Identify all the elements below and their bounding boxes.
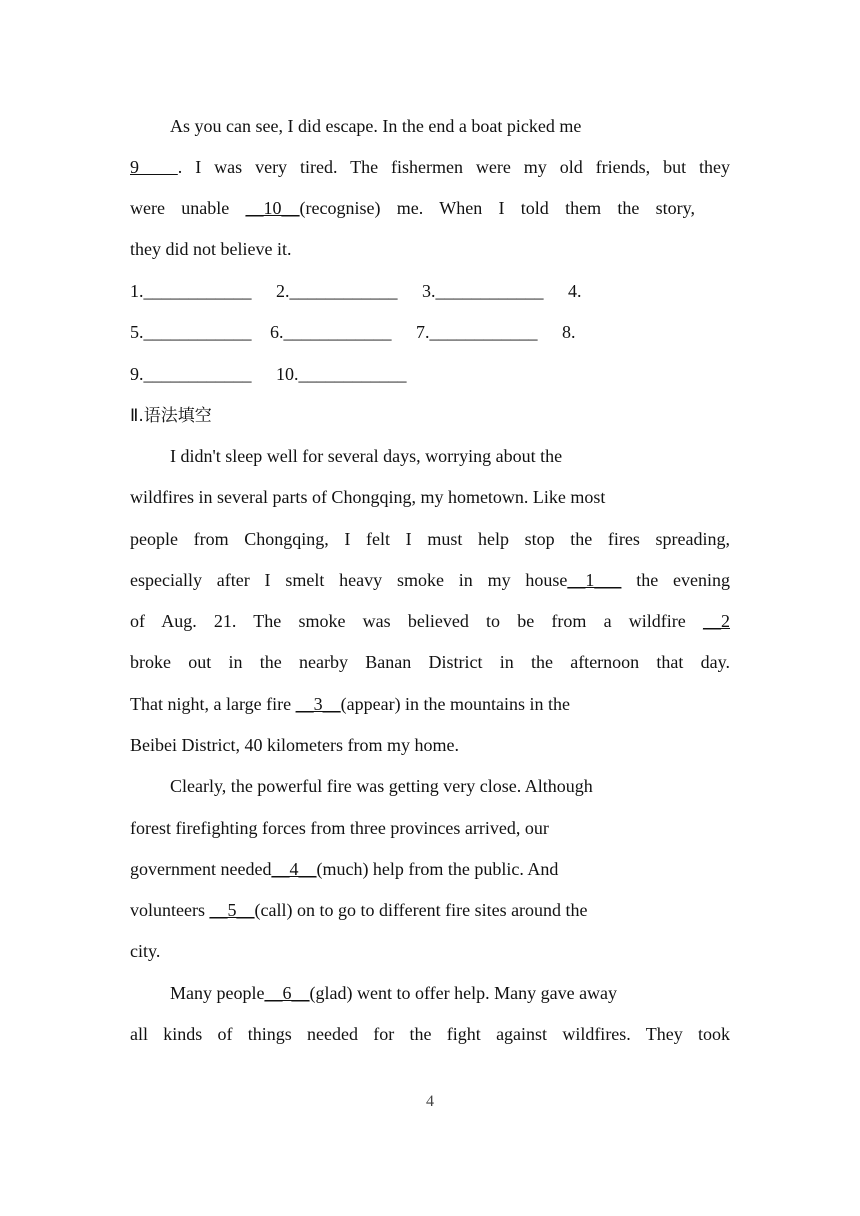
blank-5: __5__ (209, 900, 255, 920)
text-line: broke out in the nearby Banan District in the afternoon that day. (130, 652, 730, 672)
text-line: forest firefighting forces from three provinces arrived, our (130, 818, 549, 838)
text-line: As you can see, I did escape. In the end a boat picked me (170, 116, 582, 136)
text-line: city. (130, 941, 161, 961)
text-line: volunteers __5__(call) on to go to different fire sites around the (130, 900, 588, 920)
text-line: Clearly, the powerful fire was getting very close. Although (170, 776, 593, 796)
answer-row: 1.____________ 2.____________ 3.____________ 4. (130, 281, 582, 301)
blank-1: __1___ (567, 570, 622, 590)
page-number: 4 (426, 1093, 434, 1110)
text-line: wildfires in several parts of Chongqing, my hometown. Like most (130, 487, 606, 507)
text-line: That night, a large fire __3__(appear) in the mountains in the (130, 694, 571, 714)
section-title: Ⅱ.语法填空 (130, 406, 212, 426)
blank-6: __6__ (264, 983, 310, 1003)
text-line: all kinds of things needed for the fight against wildfires. They took (130, 1024, 730, 1044)
answer-row: 5.____________ 6.____________ 7.____________ 8. (130, 322, 576, 342)
text-line: Beibei District, 40 kilometers from my home. (130, 735, 459, 755)
blank-10: __10__ (245, 198, 300, 218)
text-line: Many people__6__(glad) went to offer help. Many gave away (170, 983, 618, 1003)
text-line: they did not believe it. (130, 239, 292, 259)
blank-9: 9 (130, 157, 139, 177)
text-line: 9 . I was very tired. The fishermen were my old friends, but they (130, 157, 730, 177)
text-line: of Aug. 21. The smoke was believed to be from a wildfire __2 (130, 611, 730, 631)
text-line: especially after I smelt heavy smoke in my house__1___ the evening (130, 570, 730, 590)
text-line: government needed__4__(much) help from the public. And (130, 859, 559, 879)
text-line: were unable __10__(recognise) me. When I told them the story, (130, 198, 695, 218)
blank-3: __3__ (295, 694, 341, 714)
blank-2: __2 (703, 611, 730, 631)
text-line: I didn't sleep well for several days, worrying about the (170, 446, 563, 466)
blank-4: __4__ (271, 859, 317, 879)
answer-row: 9.____________ 10.____________ (130, 364, 407, 384)
text-line: people from Chongqing, I felt I must help stop the fires spreading, (130, 529, 730, 549)
